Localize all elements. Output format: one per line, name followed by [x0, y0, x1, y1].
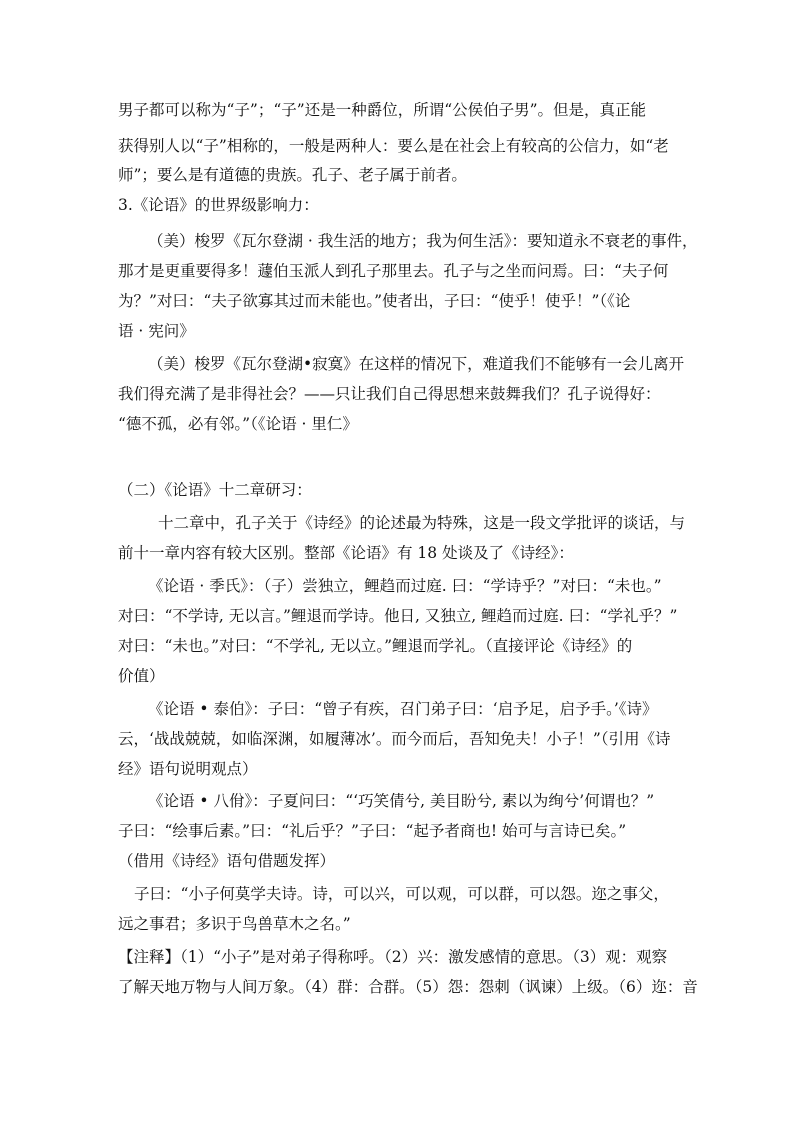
text-line: 获得别人以“子”相称的，一般是两种人：要么是在社会上有较高的公信力，如“老 [118, 137, 669, 155]
text-line: 价值） [118, 667, 165, 685]
text-line: 《论语 • 泰伯》：子曰：“曾子有疾，召门弟子曰：‘启予足，启予手。’《诗》 [148, 700, 658, 718]
text-line: （美）梭罗《瓦尔登湖 · 我生活的地方；我为何生活》：要知道永不衰老的事件， [148, 232, 698, 250]
text-line: 《论语 · 季氏》：（子）尝独立，鲤趋而过庭. 曰：“学诗乎？”对曰：“未也。” [148, 577, 662, 595]
text-line: “德不孤，必有邻。”（《论语 · 里仁》 [118, 415, 358, 433]
text-line: 《论语 • 八佾》：子夏问曰：“‘巧笑倩兮, 美目盼兮, 素以为绚兮’何谓也？” [148, 792, 655, 810]
text-line: 男子都可以称为“子”；“子”还是一种爵位，所谓“公侯伯子男”。但是，真正能 [118, 101, 647, 119]
text-line: 云，‘战战兢兢，如临深渊，如履薄冰’。而今而后，吾知免夫！小子！”（引用《诗 [118, 730, 671, 748]
text-line: 十二章中，孔子关于《诗经》的论述最为特殊，这是一段文学批评的谈话，与 [158, 514, 686, 532]
text-line: 远之事君；多识于鸟兽草木之名。” [118, 915, 351, 933]
text-line: 语 · 宪问》 [118, 322, 195, 340]
section-heading: 3.《论语》的世界级影响力： [118, 196, 319, 214]
text-line: 那才是更重要得多！蘧伯玉派人到孔子那里去。孔子与之坐而问焉。曰：“夫子何 [118, 262, 669, 280]
section-heading: （二）《论语》十二章研习： [118, 481, 312, 499]
text-line: 师”；要么是有道德的贵族。孔子、老子属于前者。 [118, 166, 467, 184]
note-line: 【注释】（1）“小子”是对弟子得称呼。（2）兴：激发感情的意思。（3）观：观察 [118, 948, 668, 966]
text-line: （美）梭罗《瓦尔登湖•寂寞》在这样的情况下，难道我们不能够有一会儿离开 [148, 355, 685, 373]
text-line: 经》语句说明观点） [118, 760, 258, 778]
note-line: 了解天地万物与人间万象。（4）群：合群。（5）怨：怨刺（讽谏）上级。（6）迩：音 [118, 978, 698, 996]
text-line: 子曰：“绘事后素。”曰：“礼后乎？”子曰：“起予者商也! 始可与言诗已矣。” [118, 822, 627, 840]
text-line: 我们得充满了是非得社会？——只让我们自己得思想来鼓舞我们？孔子说得好： [118, 385, 661, 403]
text-line: 子曰：“小子何莫学夫诗。诗，可以兴，可以观，可以群，可以怨。迩之事父， [134, 885, 669, 903]
text-line: 对曰：“未也。”对曰：“不学礼, 无以立。”鲤退而学礼。（直接评论《诗经》的 [118, 637, 633, 655]
text-line: 为？”对曰：“夫子欲寡其过而未能也。”使者出，子曰：“使乎！使乎！”（《论 [118, 292, 631, 310]
text-line: 对曰：“不学诗, 无以言。”鲤退而学诗。他日, 又独立, 鲤趋而过庭. 曰：“学礼乎？” [118, 607, 678, 625]
text-line: 前十一章内容有较大区别。整部《论语》有 18 处谈及了《诗经》： [118, 544, 574, 562]
text-line: （借用《诗经》语句借题发挥） [118, 852, 336, 870]
